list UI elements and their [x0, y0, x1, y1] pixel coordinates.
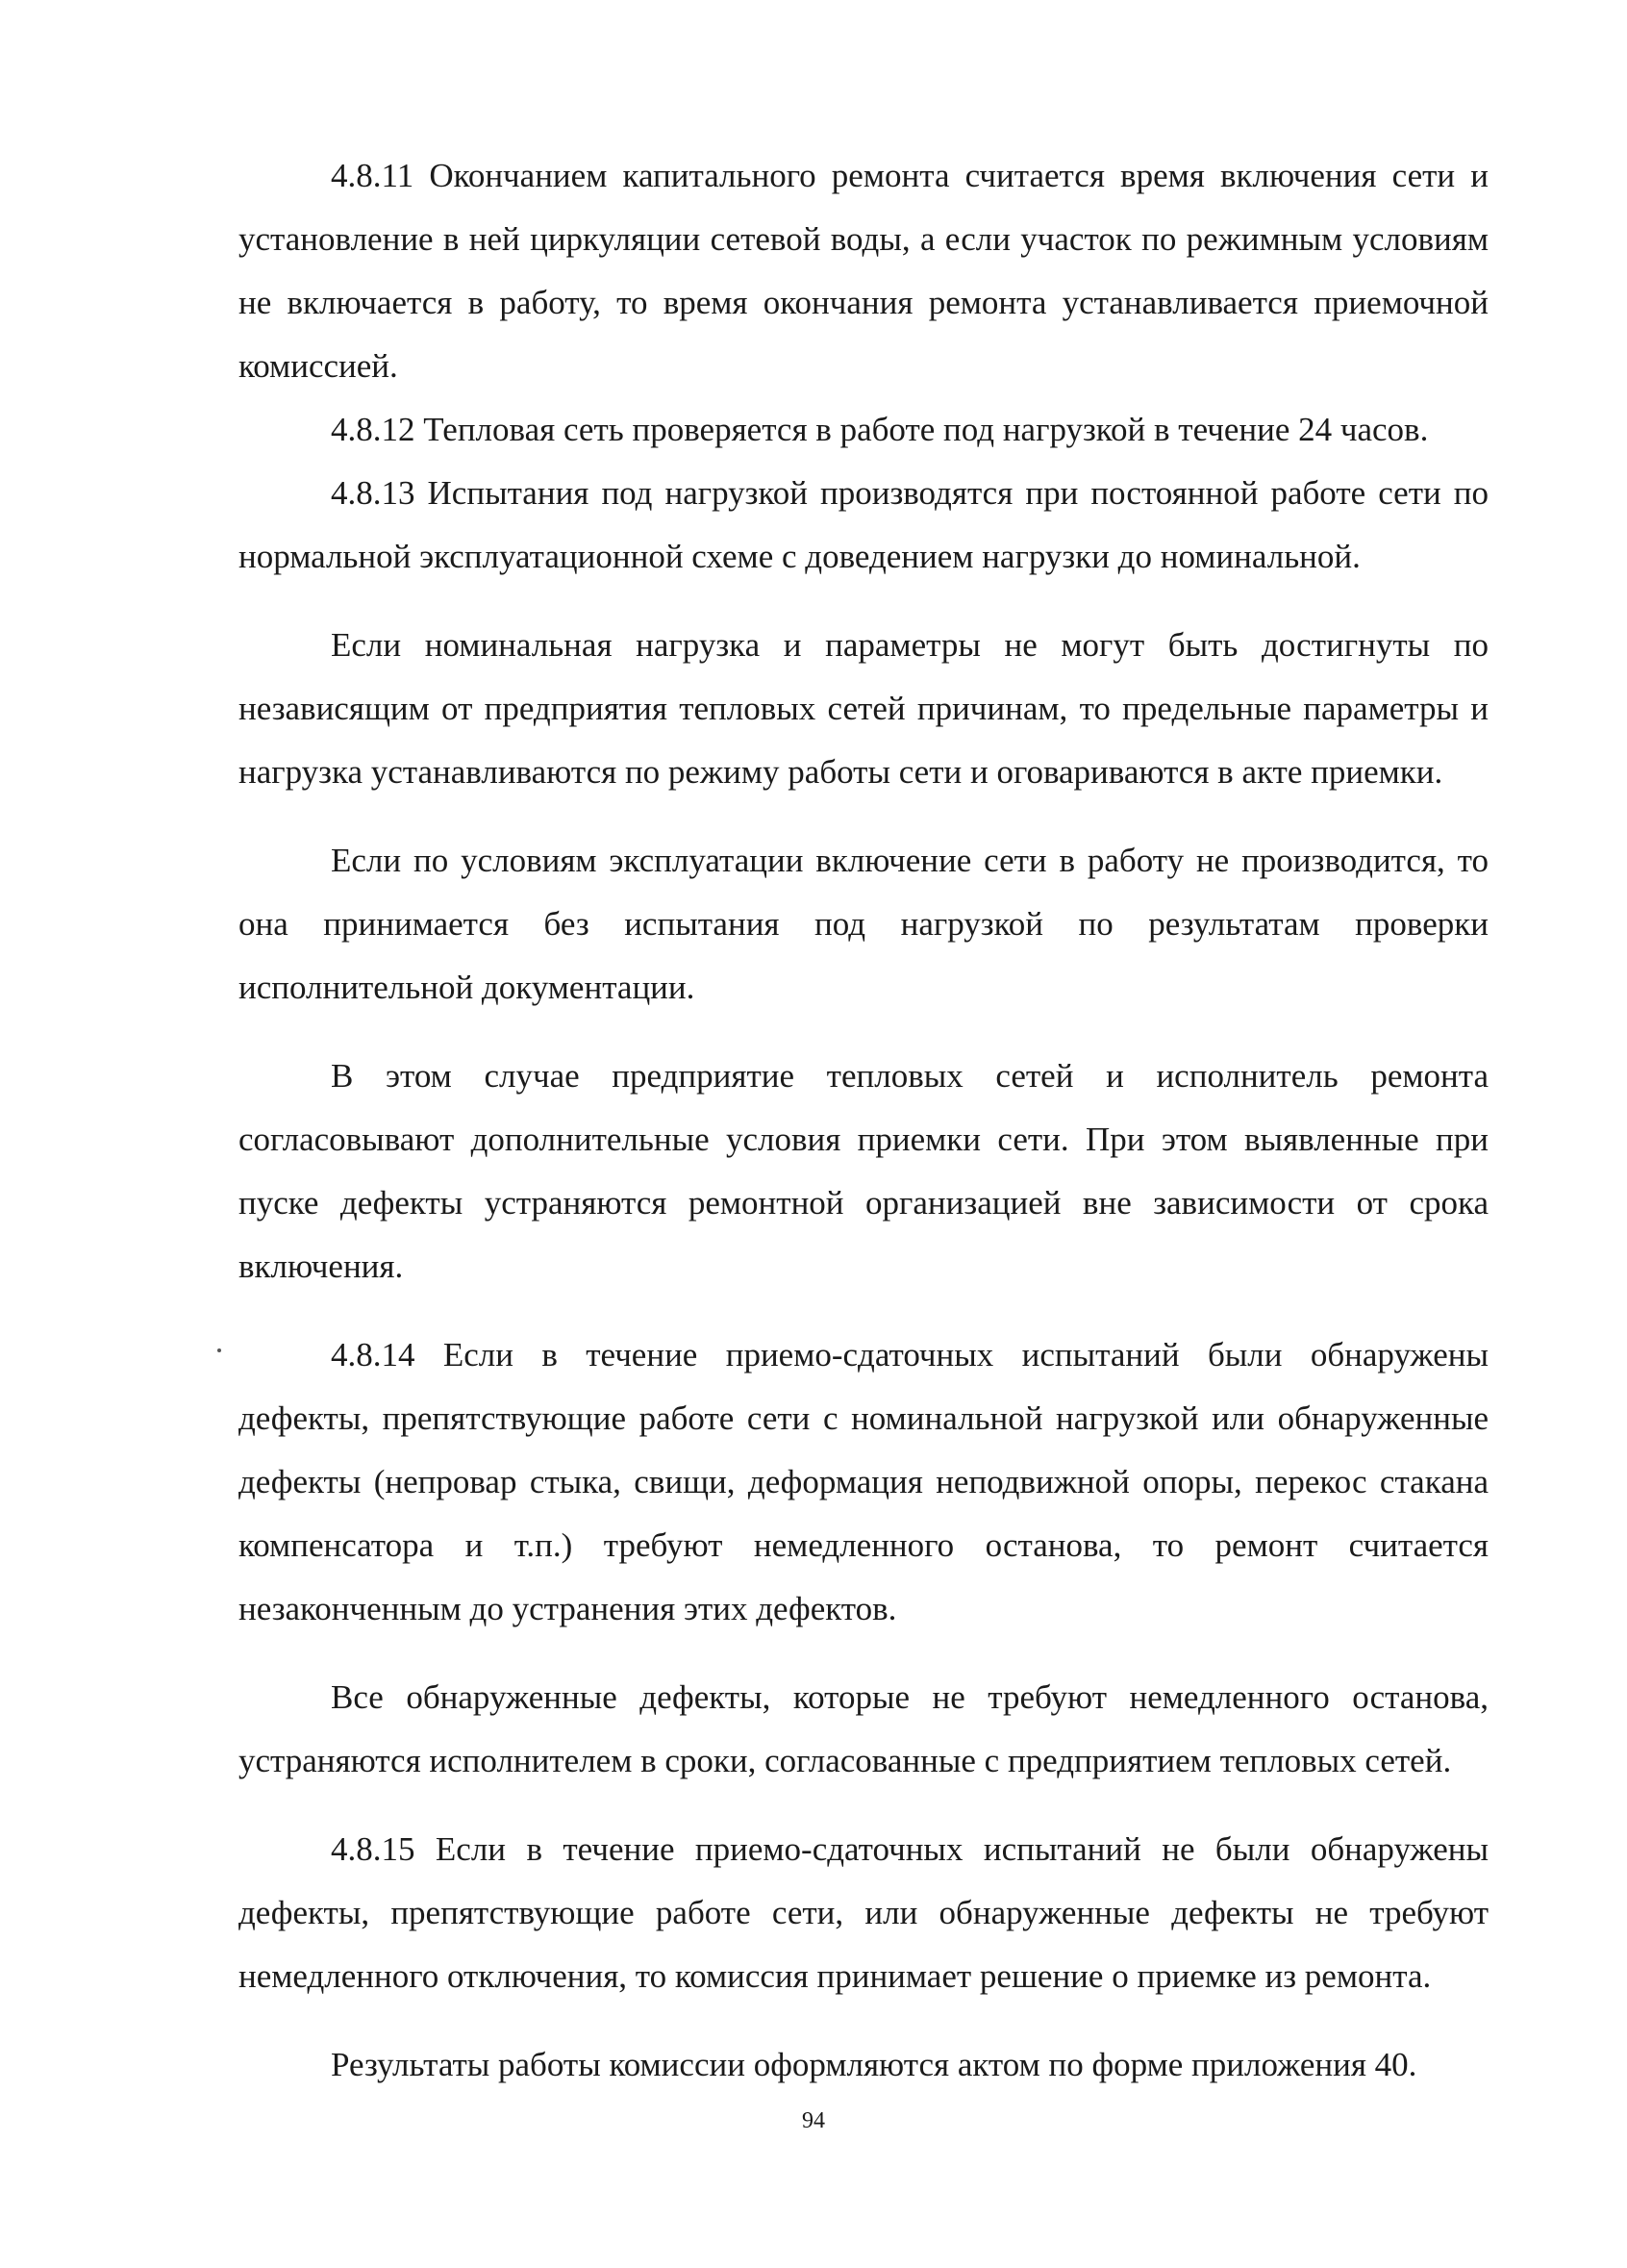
document-body: [238, 144, 1489, 2097]
paragraph-no-startup: Если по условиям эксплуатации включение сети в работу не производится, то она принимается без испытания под нагрузкой по результатам проверки исполнительной документации.: [238, 842, 1489, 1006]
paragraph-defects-fixed: Все обнаруженные дефекты, которые не требуют немедленного останова, устраняются исполнителем в сроки, согласованные с предприятием тепловых сетей.: [238, 1678, 1489, 1779]
paragraph-agreement: В этом случае предприятие тепловых сетей и исполнитель ремонта согласовывают дополнительные условия приемки сети. При этом выявленные при пуске дефекты устраняются ремонтной организацией вне зависимости от срока включения.: [238, 1057, 1489, 1285]
paragraph-4-8-13: 4.8.13 Испытания под нагрузкой производятся при постоянной работе сети по нормальной эксплуатационной схеме с доведением нагрузки до номинальной.: [238, 474, 1489, 575]
paragraph-4-8-12: 4.8.12 Тепловая сеть проверяется в работе под нагрузкой в течение 24 часов.: [331, 411, 1429, 448]
paragraph-4-8-14: 4.8.14 Если в течение приемо-сдаточных испытаний были обнаружены дефекты, препятствующие работе сети с номинальной нагрузкой или обнаруженные дефекты (непровар стыка, свищи, деформация неподвижной опоры, перекос стакана компенсатора и т.п.) требуют немедленного останова, то ремонт считается незаконченным до устранения этих дефектов.: [238, 1336, 1489, 1627]
paragraph-4-8-15: 4.8.15 Если в течение приемо-сдаточных испытаний не были обнаружены дефекты, препятствующие работе сети, или обнаруженные дефекты не требуют немедленного отключения, то комиссия принимает решение о приемке из ремонта.: [238, 1830, 1489, 1995]
paragraph-commission-results: Результаты работы комиссии оформляются актом по форме приложения 40.: [331, 2046, 1417, 2083]
scan-speck: [217, 1348, 221, 1352]
paragraph-nominal-load: Если номинальная нагрузка и параметры не могут быть достигнуты по независящим от предприятия тепловых сетей причинам, то предельные параметры и нагрузка устанавливаются по режиму работы сети и оговариваются в акте приемки.: [238, 626, 1489, 791]
page-number: 94: [802, 2108, 825, 2133]
paragraph-4-8-11: 4.8.11 Окончанием капитального ремонта считается время включения сети и установление в ней циркуляции сетевой воды, а если участок по режимным условиям не включается в работу, то время окончания ремонта устанавливается приемочной комиссией.: [238, 157, 1489, 385]
